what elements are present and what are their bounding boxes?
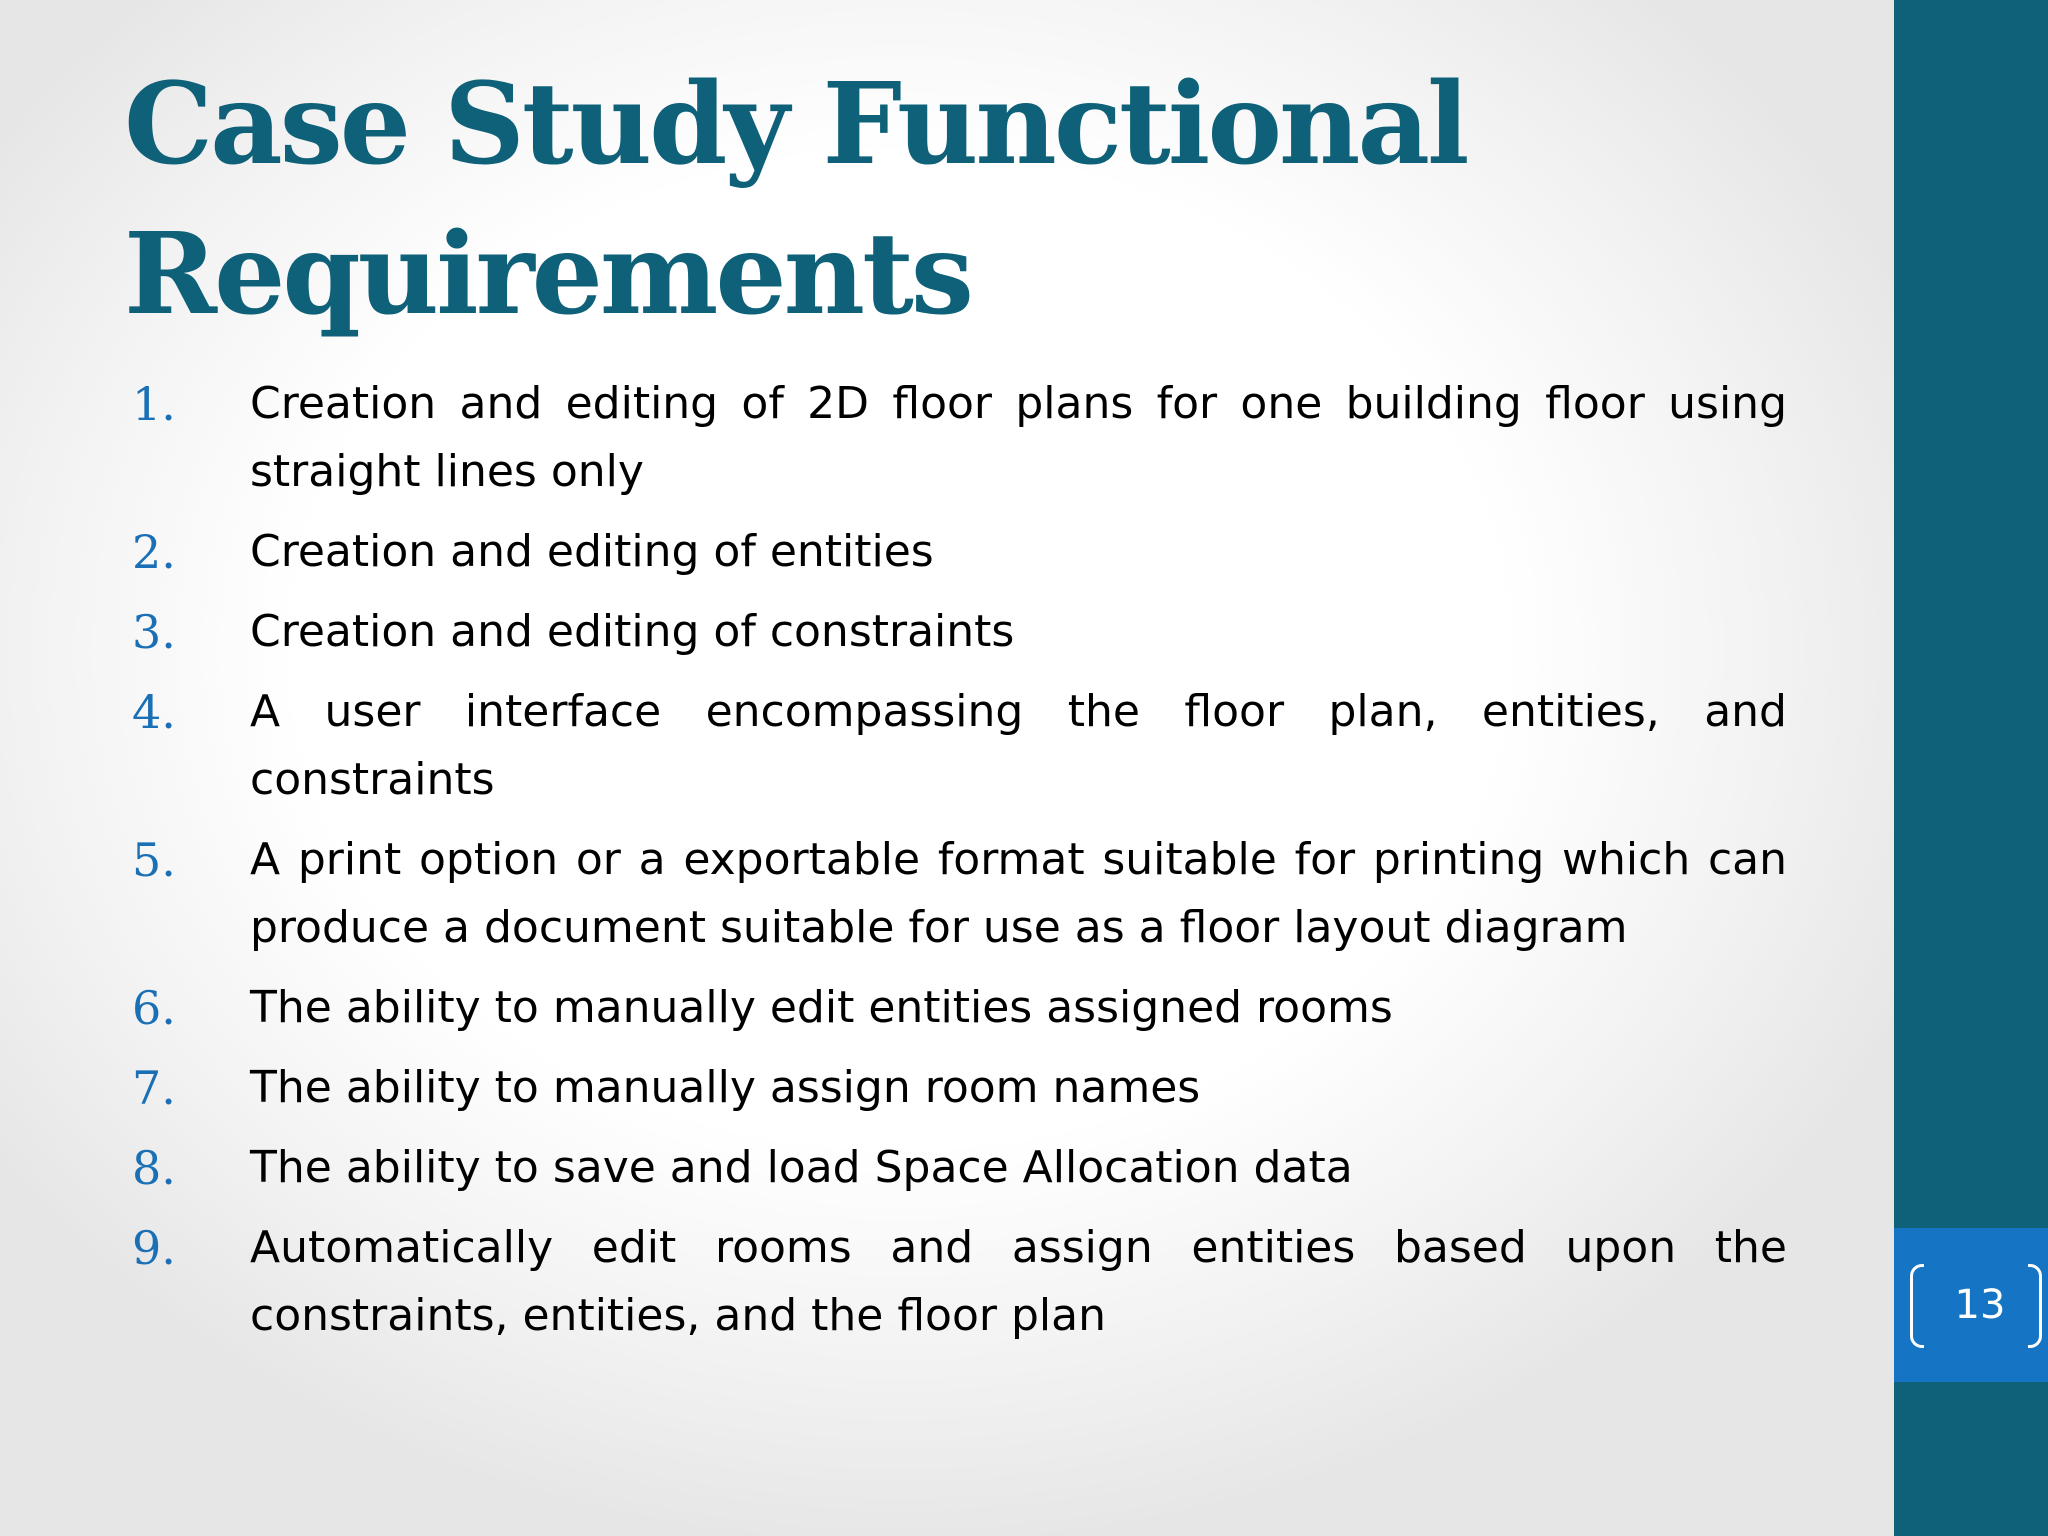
list-item-number: 7. <box>132 1061 176 1115</box>
list-item <box>132 974 1787 1042</box>
slide-title <box>124 50 1724 350</box>
list-item <box>132 598 1787 666</box>
left-bracket-icon <box>1910 1264 1924 1348</box>
list-item-number: 2. <box>132 525 176 579</box>
list-item-text: The ability to manually edit entities assigned rooms <box>250 982 1393 1033</box>
right-bracket-icon <box>2028 1264 2042 1348</box>
slide-title-line-2: Requirements <box>124 209 971 340</box>
list-item-number: 4. <box>132 685 176 739</box>
list-item-number: 3. <box>132 605 176 659</box>
list-item <box>132 1054 1787 1122</box>
list-item <box>132 678 1787 814</box>
list-item-number: 8. <box>132 1141 176 1195</box>
list-item <box>132 1134 1787 1202</box>
list-item-text: The ability to save and load Space Allocation data <box>250 1142 1353 1193</box>
list-item-text: Creation and editing of 2D floor plans for one building floor using straight lines only <box>250 378 1787 497</box>
list-item-text: Creation and editing of entities <box>250 526 934 577</box>
list-item-number: 6. <box>132 981 176 1035</box>
page-number: 13 <box>1954 1282 2006 1328</box>
list-item <box>132 826 1787 962</box>
slide-title-line-1: Case Study Functional <box>124 59 1467 190</box>
page-number-box <box>1894 1228 2048 1382</box>
list-item-number: 5. <box>132 833 176 887</box>
list-item-text: A print option or a exportable format suitable for printing which can produce a document suitable for use as a floor layout diagram <box>250 834 1787 953</box>
list-item-number: 1. <box>132 377 176 431</box>
list-item <box>132 518 1787 586</box>
list-item-text: Creation and editing of constraints <box>250 606 1015 657</box>
list-item-text: A user interface encompassing the floor plan, entities, and constraints <box>250 686 1787 805</box>
list-item-text: Automatically edit rooms and assign entities based upon the constraints, entities, and the floor plan <box>250 1222 1787 1341</box>
list-item-number: 9. <box>132 1221 176 1275</box>
requirements-list <box>132 370 1787 1362</box>
list-item <box>132 370 1787 506</box>
list-item-text: The ability to manually assign room names <box>250 1062 1201 1113</box>
list-item <box>132 1214 1787 1350</box>
